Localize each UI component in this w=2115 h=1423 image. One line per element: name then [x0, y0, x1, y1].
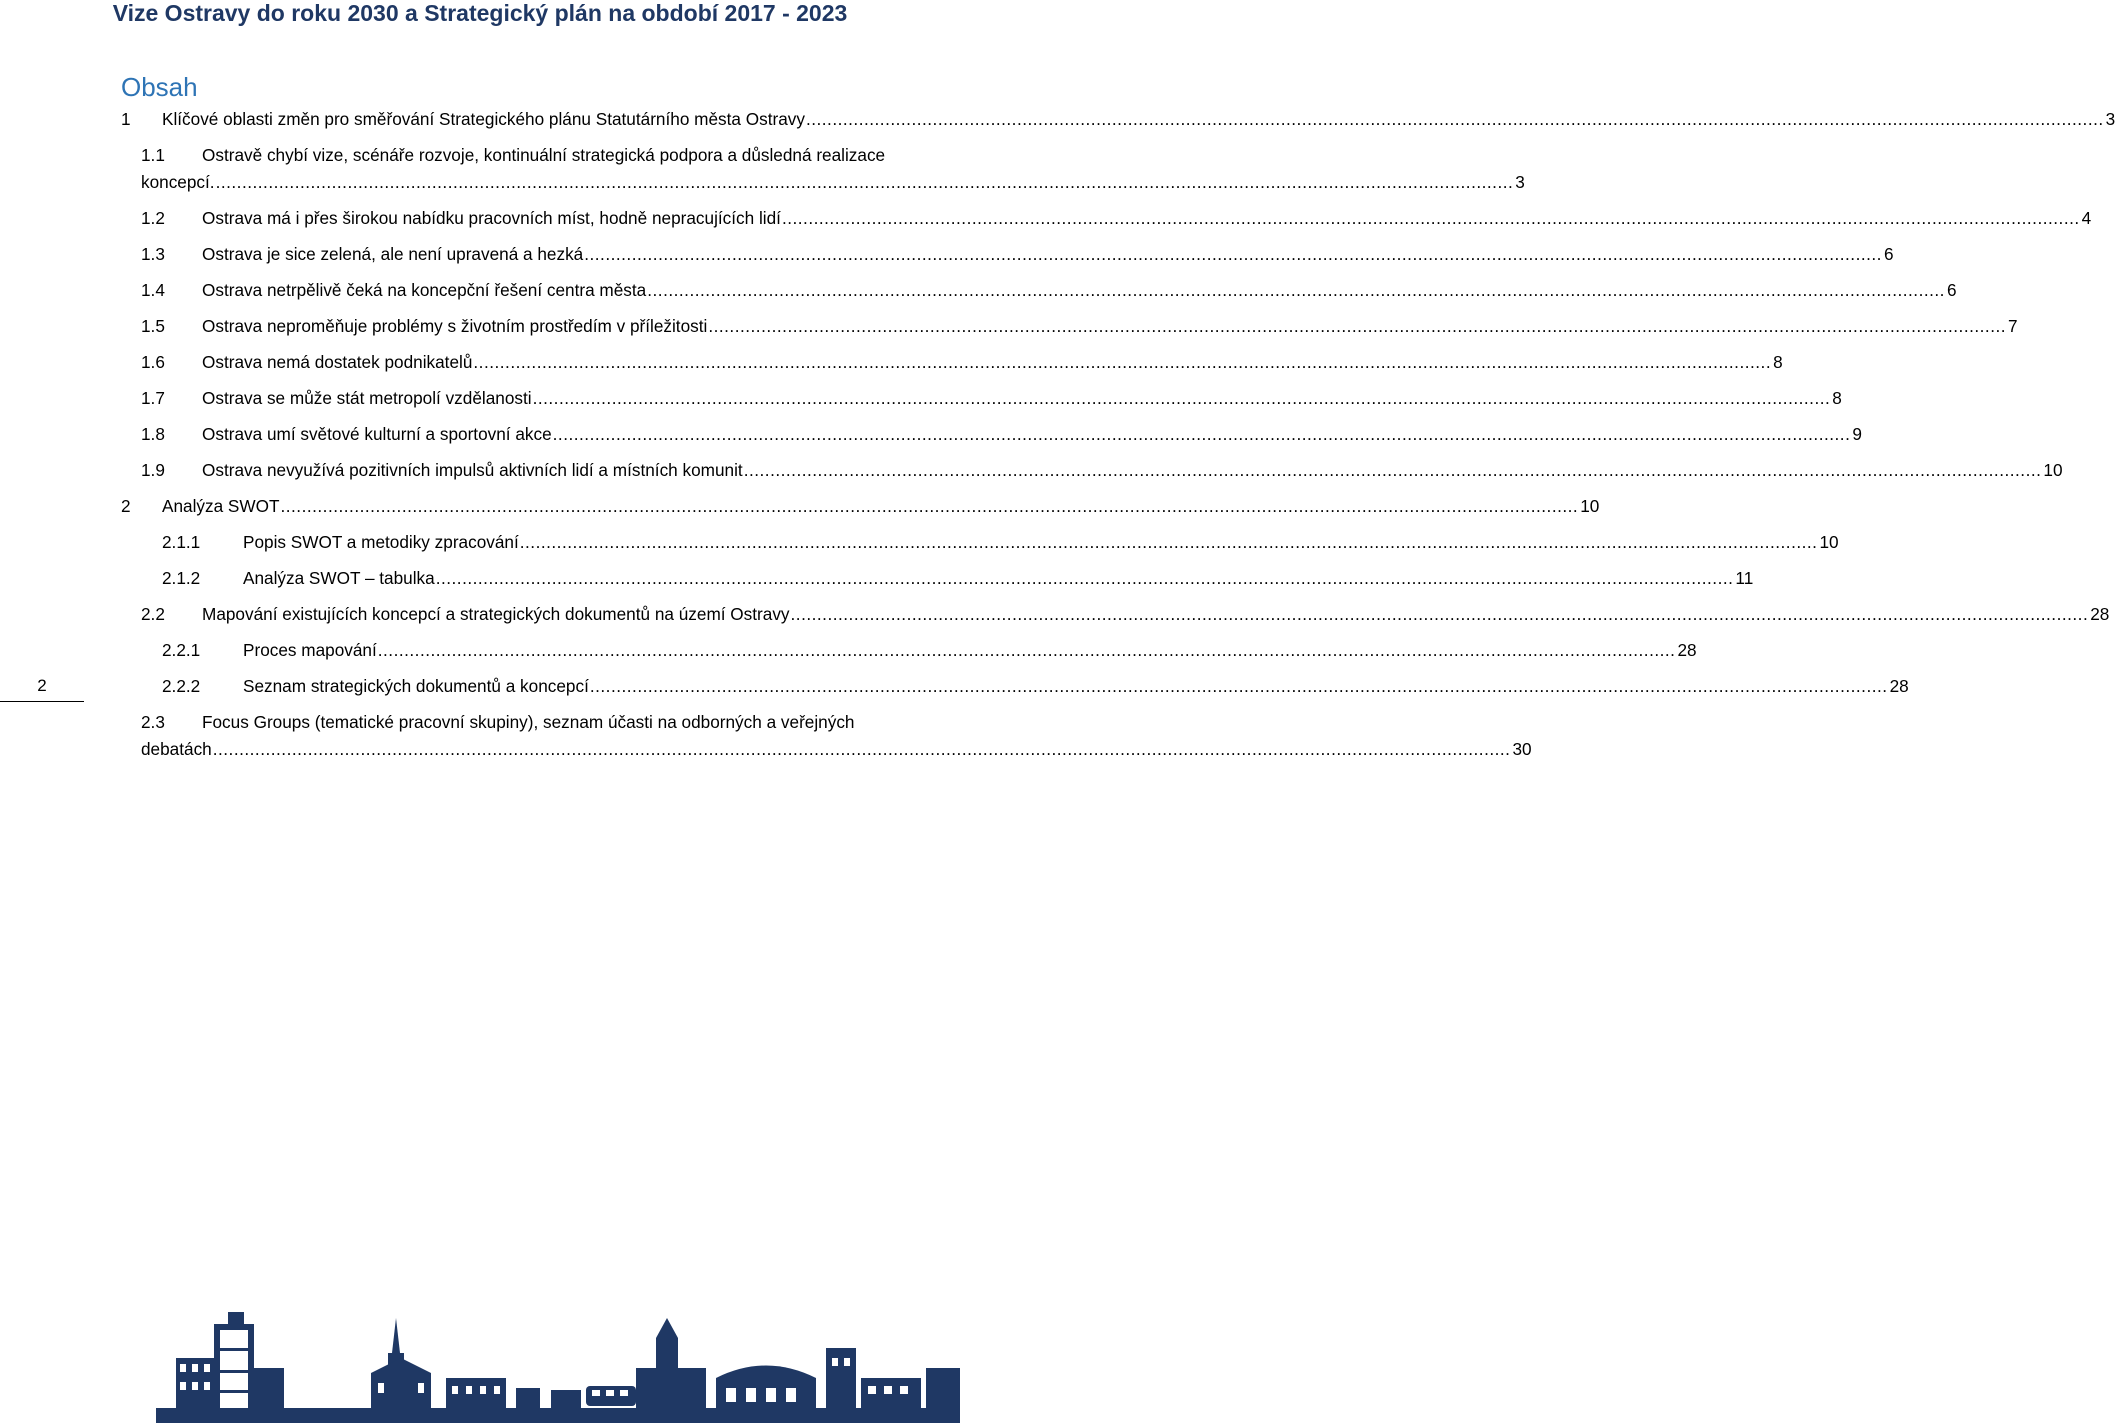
- page-number: 2: [0, 674, 84, 702]
- toc-entry-text: Mapování existujících koncepcí a strategických dokumentů na území Ostravy: [202, 604, 790, 624]
- toc-entry-text: Ostravě chybí vize, scénáře rozvoje, kontinuální strategická podpora a důsledná realizace: [202, 145, 886, 165]
- toc-title: Obsah: [121, 72, 198, 102]
- toc-entry-number: 1.6: [141, 352, 165, 372]
- toc-leader-dots: [584, 241, 1882, 268]
- toc-leader-dots: [520, 529, 1818, 556]
- toc-entry-page: 28: [2090, 604, 2110, 624]
- toc-entry-text: Ostrava neproměňuje problémy s životním prostředím v příležitosti: [202, 316, 708, 336]
- toc-entry-text: Ostrava se může stát metropolí vzdělanosti: [202, 388, 532, 408]
- toc-entry-page: 9: [1852, 424, 1862, 444]
- toc-entry-text: Analýza SWOT – tabulka: [243, 568, 435, 588]
- toc-entry-number: 2.1.2: [162, 568, 201, 588]
- toc-entry-text: Ostrava nemá dostatek podnikatelů: [202, 352, 473, 372]
- toc-entry-number: 1.8: [141, 424, 165, 444]
- toc-entry-text: Ostrava netrpělivě čeká na koncepční řešení centra města: [202, 280, 647, 300]
- toc-entry-page: 6: [1883, 244, 1894, 264]
- toc-leader-dots: [782, 205, 2080, 232]
- toc-entry-number: 1.5: [141, 316, 165, 336]
- toc-entry-text-continued: debatách: [141, 739, 212, 759]
- toc-leader-dots: [436, 565, 1734, 592]
- toc-leader-dots: [378, 637, 1676, 664]
- toc-entry-text-continued: koncepcí.: [141, 172, 215, 192]
- toc-entry-number: 1.9: [141, 460, 165, 480]
- toc-leader-dots: [213, 736, 1511, 763]
- toc-entry-page: 10: [1819, 532, 1839, 552]
- toc-entry-page: 6: [1946, 280, 1957, 300]
- toc-leader-dots: [708, 313, 2006, 340]
- toc-entry-page: 8: [1773, 352, 1783, 372]
- toc-leader-dots: [647, 277, 1945, 304]
- document-header: Vize Ostravy do roku 2030 a Strategický plán na období 2017 - 2023: [112, 0, 848, 26]
- toc-leader-dots: [791, 601, 2089, 628]
- toc-entry-number: 2.2: [141, 604, 165, 624]
- toc-leader-dots: [533, 385, 1831, 412]
- toc-entry-number: 1.2: [141, 208, 165, 228]
- toc-leader-dots: [216, 169, 1514, 196]
- toc-entry-number: 1: [121, 109, 131, 129]
- toc-entry-page: 10: [2043, 460, 2063, 480]
- toc-entry-text: Analýza SWOT: [162, 496, 280, 516]
- toc-entry-text: Ostrava je sice zelená, ale není upravená a hezká: [202, 244, 584, 264]
- toc-entry-text: Seznam strategických dokumentů a koncepcí: [243, 676, 589, 696]
- toc-entry-page: 7: [2008, 316, 2018, 336]
- ostrava-skyline-graphic: [156, 1308, 960, 1423]
- toc-leader-dots: [553, 421, 1851, 448]
- toc-entry-page: 30: [1512, 739, 1532, 759]
- toc-leader-dots: [473, 349, 1771, 376]
- toc-leader-dots: [806, 106, 2104, 133]
- toc-entry-text: Ostrava má i přes širokou nabídku pracovních míst, hodně nepracujících lidí: [202, 208, 781, 228]
- toc-entry-text: Ostrava nevyužívá pozitivních impulsů aktivních lidí a místních komunit: [202, 460, 743, 480]
- toc-entry-number: 1.1: [141, 145, 165, 165]
- toc-entry-number: 1.4: [141, 280, 165, 300]
- toc-entry-number: 2.2.1: [162, 640, 201, 660]
- toc-entry-text: Ostrava umí světové kulturní a sportovní akce: [202, 424, 552, 444]
- toc-leader-dots: [590, 673, 1888, 700]
- toc-entry-number: 2.2.2: [162, 676, 201, 696]
- toc-entry-number: 2.1.1: [162, 532, 201, 552]
- toc-entry-number: 1.7: [141, 388, 165, 408]
- toc-entry-page: 10: [1580, 496, 1600, 516]
- toc-entry-page: 3: [2105, 109, 2115, 129]
- toc-entry-text: Popis SWOT a metodiky zpracování: [243, 532, 519, 552]
- toc-entry-text: Proces mapování: [243, 640, 377, 660]
- toc-entry-page: 4: [2081, 208, 2092, 228]
- toc-leader-dots: [280, 493, 1578, 520]
- toc-entry-page: 28: [1677, 640, 1697, 660]
- toc-entry-text: Klíčové oblasti změn pro směřování Strategického plánu Statutárního města Ostravy: [162, 109, 805, 129]
- toc-entry-page: 3: [1515, 172, 1525, 192]
- toc-entry-number: 1.3: [141, 244, 165, 264]
- toc-entry-text: Focus Groups (tematické pracovní skupiny), seznam účasti na odborných a veřejných: [202, 712, 855, 732]
- toc-entry-number: 2: [121, 496, 131, 516]
- toc-entry-page: 8: [1832, 388, 1842, 408]
- toc-entry-page: 11: [1735, 568, 1754, 588]
- toc-entry-page: 28: [1889, 676, 1909, 696]
- toc-entry-number: 2.3: [141, 712, 165, 732]
- toc-leader-dots: [744, 457, 2042, 484]
